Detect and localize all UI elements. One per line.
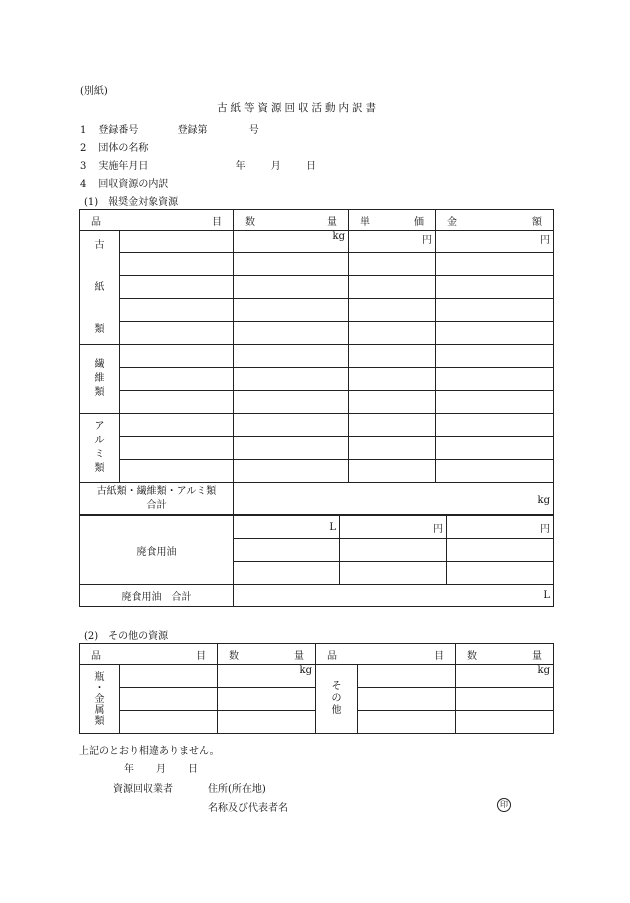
table1-header: 品 目 数 量 単 価 金 額 [80,210,554,231]
table-row [80,437,554,460]
table-row: 廃食用油 L 円 円 [80,516,554,539]
table-row: 瓶 ・ 金 属 類 kg そ の 他 kg [80,665,554,688]
reward-resources-table [79,209,554,515]
attachment-label: (別紙) [80,86,108,97]
item-2: 2 団体の名称 [80,143,149,154]
item-1: 1 登録番号 登録第 号 [80,125,259,136]
table-row [80,322,554,345]
section2-heading: (2) その他の資源 [84,631,169,642]
address-label: 住所(所在地) [208,784,266,795]
recycler-label: 資源回収業者 [113,784,173,795]
subtotal-label: 古紙類・繊維類・アルミ類 合計 [80,483,234,515]
used-oil-table [79,515,554,607]
subtotal-row [80,483,554,515]
confirmation-text: 上記のとおり相違ありません。 [79,746,220,757]
section1-heading: (1) 報奨金対象資源 [84,197,179,208]
table-row [80,299,554,322]
table-row [80,276,554,299]
group-bottles-metals: 瓶 ・ 金 属 類 [80,665,120,734]
table2-header: 品 目 数 量 品 目 数 量 [80,644,554,665]
group-paper: 古 紙 類 [80,231,120,345]
table-row: 古 紙 類 kg 円 円 [80,231,554,253]
item-3: 3 実施年月日 年 月 日 [80,161,316,172]
table-row [80,414,554,437]
table-row [80,345,554,368]
table-row [80,391,554,414]
group-textile: 繊 維 類 [80,345,120,414]
subtotal-value[interactable]: kg [234,483,554,515]
group-aluminum: ア ル ミ 類 [80,414,120,483]
oil-total-label: 廃食用油 合計 [80,585,234,607]
item-4: 4 回収資源の内訳 [80,179,169,190]
oil-total-row: 廃食用油 合計 L [80,585,554,607]
document-title: 古紙等資源回収活動内訳書 [217,102,379,114]
used-oil-label: 廃食用油 [80,516,234,585]
signature-date: 年 月 日 [124,764,198,775]
other-resources-table [79,643,554,734]
table-row [80,368,554,391]
seal-icon: 印 [497,798,511,812]
table-row [80,253,554,276]
group-other: そ の 他 [316,665,358,734]
name-label: 名称及び代表者名 [208,803,288,814]
table-row [80,460,554,483]
